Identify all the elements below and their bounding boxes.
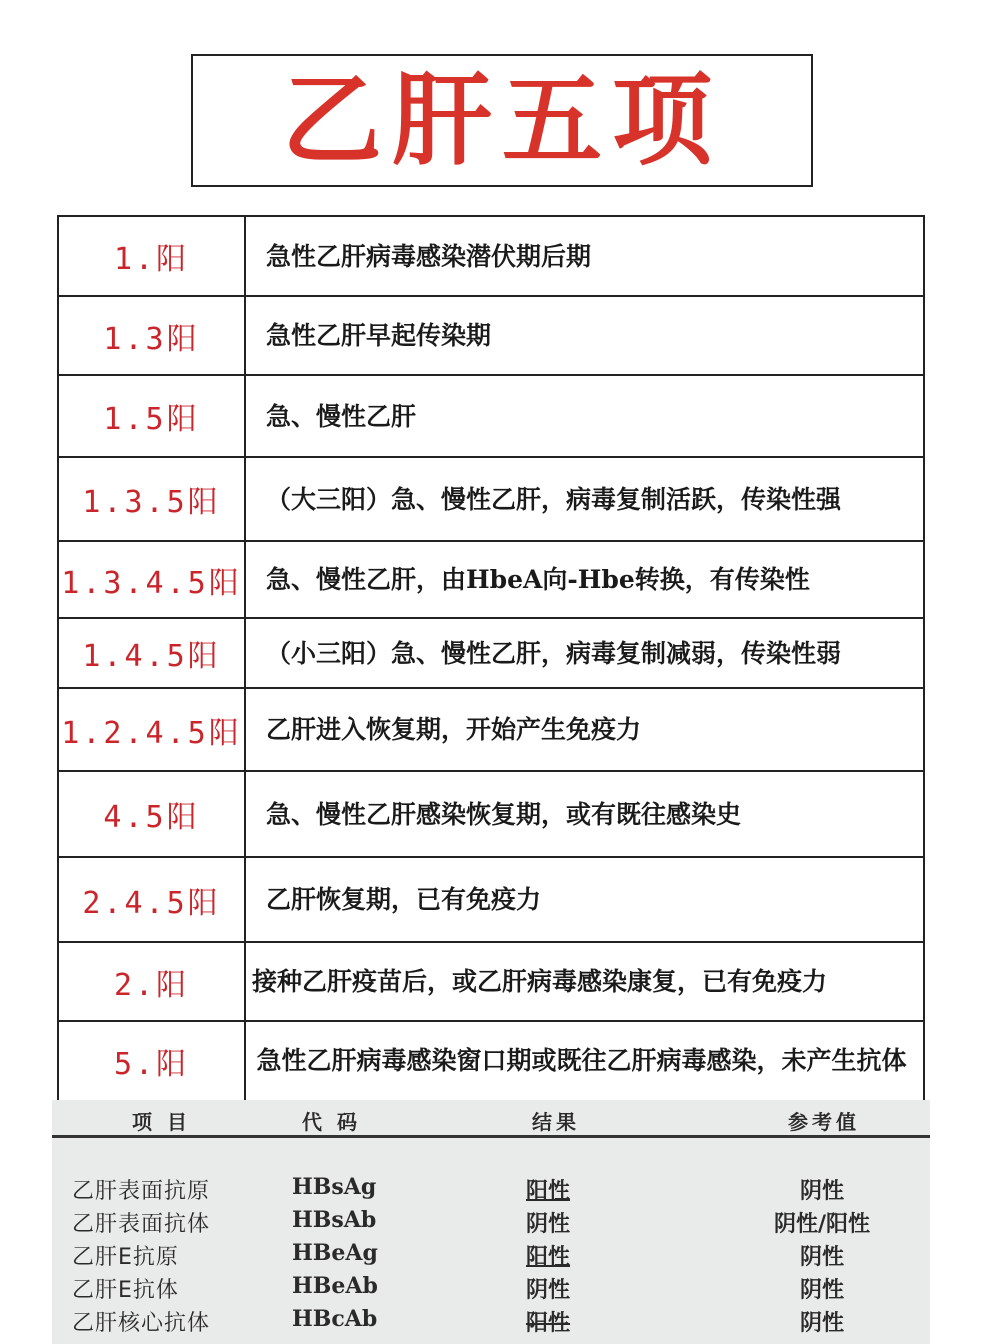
lab-row [52,1207,930,1240]
table-row [59,687,923,770]
table-row [59,374,923,456]
table-row [59,1020,923,1100]
description-cell: 急、慢性乙肝，由HbeA向-Hbe转换，有传染性 [266,565,810,594]
lab-item-name: 乙肝表面抗体 [72,1212,211,1237]
description-cell: 急性乙肝病毒感染窗口期或既往乙肝病毒感染，未产生抗体 [256,1046,907,1076]
description-cell: 乙肝恢复期，已有免疫力 [266,885,542,914]
description-cell: 乙肝进入恢复期，开始产生免疫力 [266,715,642,744]
description-cell: 急、慢性乙肝感染恢复期，或有既往感染史 [266,799,742,829]
lab-header [52,1100,930,1138]
lab-item-reference: 阴性 [799,1311,844,1336]
marker-cell: 1.5阳 [59,376,246,456]
lab-item-reference: 阴性/阳性 [773,1212,871,1237]
lab-item-name: 乙肝E抗体 [72,1278,179,1303]
marker-cell: 4.5阳 [59,772,246,856]
header-code: 代 码 [302,1110,361,1134]
table-row [59,617,923,687]
marker-cell: 1.3.5阳 [59,458,246,540]
lab-report [52,1100,930,1344]
lab-item-result: 阳性 [526,1311,571,1336]
description-cell: 急、慢性乙肝 [266,401,417,431]
lab-item-code: HBeAb [292,1273,378,1299]
page-title: 乙肝五项 [282,61,722,179]
lab-item-name: 乙肝E抗原 [72,1245,179,1270]
table-row [59,856,923,941]
lab-item-result: 阴性 [526,1212,571,1237]
lab-item-code: HBeAg [292,1240,378,1266]
marker-cell: 1.3.4.5阳 [59,542,246,617]
lab-item-name: 乙肝表面抗原 [72,1179,211,1204]
lab-item-name: 乙肝核心抗体 [72,1311,211,1336]
title-box [191,54,813,187]
marker-cell: 1.2.4.5阳 [59,689,246,770]
interpretation-table [57,215,925,1102]
lab-item-reference: 阴性 [799,1278,844,1303]
header-result: 结果 [532,1110,580,1134]
lab-item-code: HBsAb [292,1207,377,1233]
description-cell: 接种乙肝疫苗后，或乙肝病毒感染康复，已有免疫力 [252,967,828,996]
table-row [59,217,923,295]
marker-cell: 2.阳 [59,943,246,1020]
table-row [59,295,923,374]
description-cell: （小三阳）急、慢性乙肝，病毒复制减弱，传染性弱 [266,638,842,668]
marker-cell: 1.3阳 [59,297,246,374]
lab-item-reference: 阴性 [799,1245,844,1270]
header-item: 项 目 [132,1110,191,1134]
table-row [59,770,923,856]
lab-item-code: HBsAg [292,1174,377,1200]
description-cell: （大三阳）急、慢性乙肝，病毒复制活跃，传染性强 [266,484,842,514]
marker-cell: 1.4.5阳 [59,619,246,687]
table-row [59,540,923,617]
lab-row [52,1306,930,1339]
table-row [59,456,923,540]
lab-item-result: 阳性 [526,1245,571,1270]
header-reference: 参考值 [788,1110,860,1134]
lab-item-result: 阳性 [526,1179,571,1204]
marker-cell: 1.阳 [59,217,246,295]
lab-row [52,1174,930,1207]
description-cell: 急性乙肝早起传染期 [266,321,492,350]
marker-cell: 5.阳 [59,1022,246,1100]
table-row [59,941,923,1020]
description-cell: 急性乙肝病毒感染潜伏期后期 [266,241,592,271]
lab-item-code: HBcAb [292,1306,378,1332]
lab-item-reference: 阴性 [799,1179,844,1204]
marker-cell: 2.4.5阳 [59,858,246,941]
lab-row [52,1240,930,1273]
lab-row [52,1273,930,1306]
lab-item-result: 阴性 [526,1278,571,1303]
